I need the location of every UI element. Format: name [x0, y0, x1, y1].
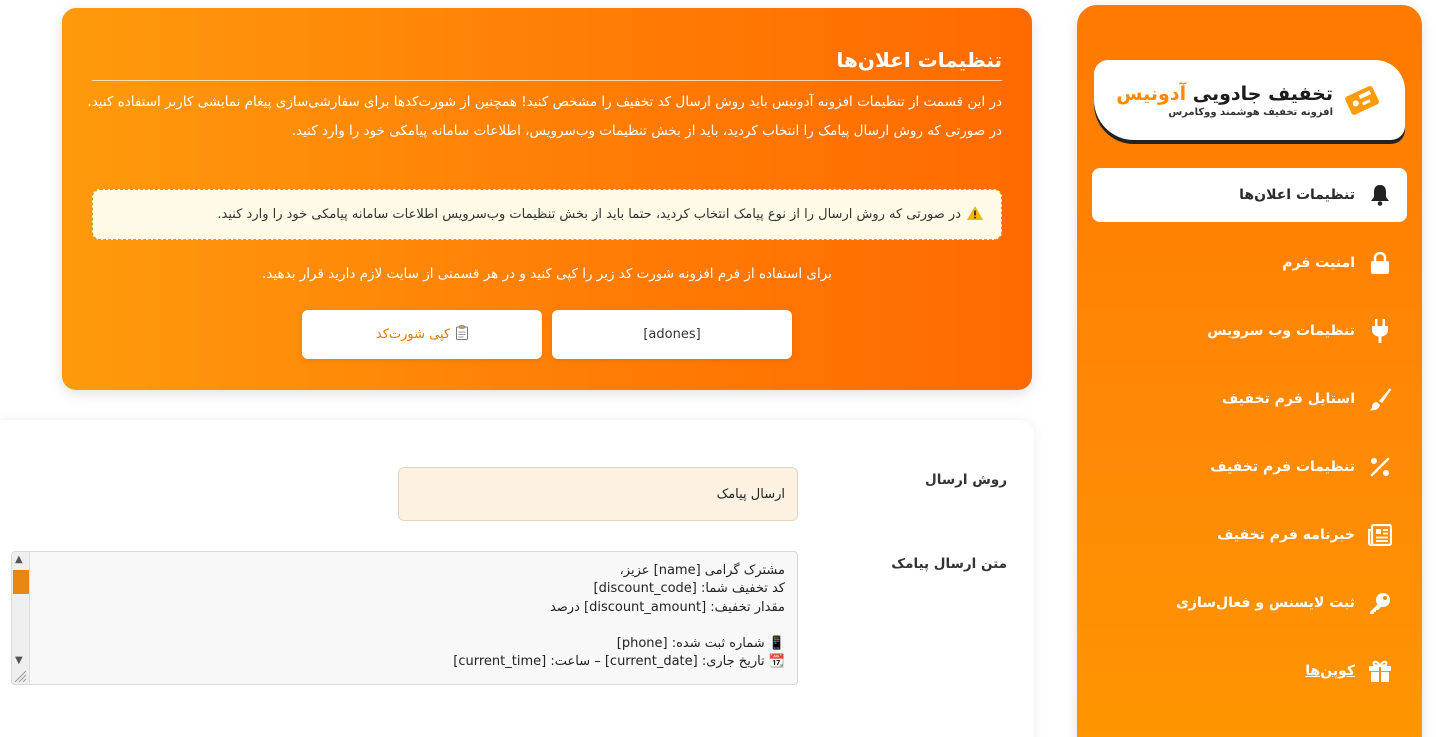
sms-line: مشترک گرامی [name] عزیز، — [619, 563, 785, 578]
sidebar-item-form-settings[interactable] — [1092, 440, 1407, 494]
sidebar-item-label: تنظیمات فرم تخفیف — [1210, 459, 1355, 475]
settings-form — [0, 420, 1034, 737]
warning-icon — [967, 206, 983, 224]
logo-subtitle: افزونه تخفیف هوشمند ووکامرس — [1168, 106, 1333, 118]
sidebar-item-label: خبرنامه فرم تخفیف — [1217, 527, 1355, 543]
key-icon — [1367, 590, 1393, 616]
sidebar-item-license[interactable] — [1092, 576, 1407, 630]
textarea-scrollbar[interactable] — [12, 552, 30, 684]
plug-icon — [1367, 318, 1393, 344]
send-method-value: ارسال پیامک — [716, 486, 785, 502]
page-title: تنظیمات اعلان‌ها — [836, 48, 1002, 72]
sms-line: مقدار تخفیف: [discount_amount] درصد — [549, 599, 785, 615]
sidebar-item-webservice[interactable] — [1092, 304, 1407, 358]
brush-icon — [1367, 386, 1393, 412]
sidebar-item-notifications[interactable] — [1092, 168, 1407, 222]
copy-hint: برای استفاده از فرم افزونه شورت کد زیر را کپی کنید و در هر قسمتی از سایت لازم دارید قرار بدهید. — [262, 266, 832, 282]
sidebar — [1077, 5, 1422, 737]
logo — [1094, 60, 1405, 140]
header-description: در این قسمت از تنظیمات افزونه آدونیس باید روش ارسال کد تخفیف را مشخص کنید! همچنین از شورت‌کدها برای سفارشی‌سازی پیغام نمایشی کاربر استفاده کنید. در صورتی که روش ارسال پیامک را انتخاب کردید، باید از بخش تنظیمات وب‌سرویس، اطلاعات سامانه پیامکی خود را وارد کنید. — [87, 94, 1002, 139]
resize-grip-icon[interactable] — [13, 669, 27, 683]
bell-icon — [1367, 182, 1393, 208]
sidebar-item-label: کوپن‌ها — [1305, 663, 1355, 679]
shortcode-field[interactable] — [552, 310, 792, 359]
discount-tag-icon — [1343, 80, 1383, 120]
lock-icon — [1367, 250, 1393, 276]
sms-text-label: متن ارسال پیامک — [891, 556, 1007, 572]
warning-notice — [92, 189, 1002, 240]
sms-line — [453, 617, 785, 635]
sms-text-textarea[interactable] — [11, 551, 798, 685]
notifications-header-card — [62, 8, 1032, 390]
sidebar-item-form-security[interactable] — [1092, 236, 1407, 290]
sidebar-item-newsletter[interactable] — [1092, 508, 1407, 562]
send-method-select[interactable] — [398, 467, 798, 521]
percent-icon — [1367, 454, 1393, 480]
sidebar-item-label: تنظیمات وب سرویس — [1207, 323, 1355, 339]
gift-icon — [1367, 658, 1393, 684]
sms-line: 📱 شماره ثبت شده: [phone] — [616, 636, 785, 652]
sidebar-item-label: ثبت لایسنس و فعال‌سازی — [1176, 595, 1355, 611]
newspaper-icon — [1367, 522, 1393, 548]
logo-title: تخفیف جادویی آدونیس — [1116, 82, 1333, 105]
sms-text-content — [453, 562, 785, 672]
notice-text: در صورتی که روش ارسال را از نوع پیامک انتخاب کردید، حتما باید از بخش تنظیمات وب‌سرویس اطلاعات سامانه پیامکی خود را وارد کنید. — [217, 207, 961, 222]
scroll-thumb[interactable] — [13, 570, 29, 594]
copy-shortcode-button[interactable] — [302, 310, 542, 359]
sms-line: 📆 تاریخ جاری: [current_date] – ساعت: [current_time] — [453, 654, 785, 670]
sidebar-item-form-style[interactable] — [1092, 372, 1407, 426]
sms-line: کد تخفیف شما: [discount_code] — [593, 581, 785, 597]
shortcode-value: [adones] — [643, 327, 701, 342]
copy-button-label: کپی شورت‌کد — [375, 327, 451, 342]
divider — [92, 80, 1002, 81]
scroll-up-icon[interactable]: ▲ — [15, 554, 23, 565]
sidebar-item-label: امنیت فرم — [1282, 255, 1355, 271]
sidebar-item-label: تنظیمات اعلان‌ها — [1239, 187, 1355, 203]
send-method-label: روش ارسال — [925, 472, 1007, 488]
clipboard-icon — [456, 325, 468, 344]
scroll-down-icon[interactable]: ▼ — [15, 655, 23, 666]
sidebar-nav — [1092, 168, 1407, 712]
sidebar-item-coupons[interactable] — [1092, 644, 1407, 698]
sidebar-item-label: استایل فرم تخفیف — [1222, 391, 1355, 407]
